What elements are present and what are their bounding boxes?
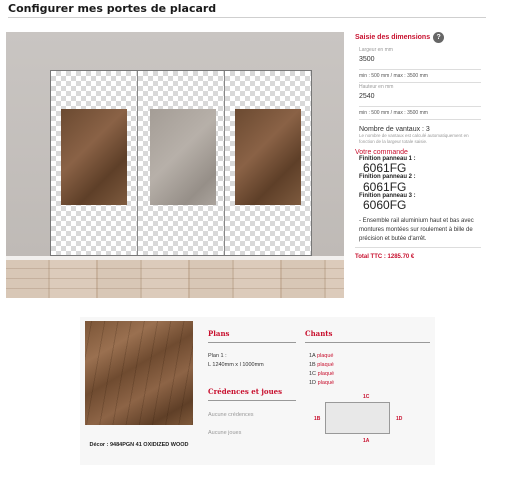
- decor-swatch-image: [85, 321, 193, 425]
- chant-1d: [309, 380, 334, 386]
- finition-1-label: Finition panneau 1 :: [359, 155, 416, 162]
- joues-value: Aucune joues: [208, 430, 242, 436]
- order-heading: Votre commande: [355, 148, 408, 156]
- plans-heading: Plans: [208, 329, 230, 338]
- finition-2-label: Finition panneau 2 :: [359, 174, 416, 181]
- chant-1b-code: 1B: [309, 362, 316, 368]
- page-title: Configurer mes portes de placard: [8, 2, 217, 15]
- order-total: Total TTC : 1285.70 €: [355, 254, 415, 261]
- question-icon[interactable]: ?: [433, 32, 444, 43]
- panel-count-note: Le nombre de vantaux est calculé automatiquement en fonction de la largeur totale saisie.: [359, 133, 469, 144]
- door-3-panel: [235, 109, 301, 205]
- credences-value: Aucune crédences: [208, 412, 254, 418]
- dimensions-heading: [355, 32, 481, 43]
- chant-1a-code: 1A: [309, 353, 316, 359]
- edge-top-label: 1C: [363, 394, 370, 400]
- closet-frame: [50, 70, 312, 256]
- width-label: Largeur en mm: [359, 47, 393, 53]
- chants-heading: Chants: [305, 329, 333, 338]
- chant-1b-status: plaqué: [317, 362, 334, 368]
- decor-caption: Décor : 9484PGN 41 OXIDIZED WOOD: [89, 442, 189, 448]
- edge-bottom-label: 1A: [363, 438, 370, 444]
- door-2[interactable]: [138, 71, 225, 255]
- door-2-panel: [150, 109, 216, 205]
- credences-divider: [208, 400, 296, 401]
- chant-1a: [309, 353, 334, 359]
- chant-1d-status: plaqué: [317, 380, 335, 386]
- finition-3-code: 6060FG: [363, 198, 407, 213]
- credences-heading: Crédences et joues: [208, 387, 283, 396]
- panel-count: Nombre de vantaux : 3: [359, 126, 430, 133]
- width-hint: min : 500 mm / max : 3500 mm: [359, 73, 481, 83]
- door-3[interactable]: [225, 71, 311, 255]
- chant-1c: [309, 371, 334, 377]
- title-divider: [8, 17, 486, 18]
- height-input[interactable]: 2540: [359, 93, 481, 107]
- chant-1b: [309, 362, 334, 368]
- wood-floor: [6, 260, 344, 298]
- height-hint: min : 500 mm / max : 3500 mm: [359, 110, 481, 120]
- chant-1a-status: plaqué: [316, 353, 334, 359]
- finition-2-code: 6061FG: [363, 179, 407, 194]
- closet-preview: [6, 32, 344, 298]
- edge-banding-diagram: [325, 402, 390, 434]
- plan-1-label: Plan 1 :: [208, 353, 227, 359]
- chant-1c-code: 1C: [309, 371, 317, 377]
- plan-1-dimensions: L 1240mm x l 1000mm: [208, 362, 264, 368]
- height-label: Hauteur en mm: [359, 84, 394, 90]
- door-1[interactable]: [51, 71, 138, 255]
- finition-3-label: Finition panneau 3 :: [359, 192, 416, 199]
- chant-1d-code: 1D: [309, 380, 317, 386]
- chant-1c-status: plaqué: [317, 371, 335, 377]
- door-1-panel: [61, 109, 127, 205]
- edge-left-label: 1B: [314, 416, 321, 422]
- total-divider: [355, 247, 481, 248]
- finition-1-code: 6061FG: [363, 161, 407, 176]
- width-input[interactable]: 3500: [359, 56, 481, 70]
- configuration-panel: [355, 32, 481, 260]
- order-description: - Ensemble rail aluminium haut et bas avec montures montées sur roulement à bille de précision et butée d'arrêt.: [359, 218, 474, 243]
- edge-right-label: 1D: [396, 416, 403, 422]
- chants-divider: [305, 342, 430, 343]
- dimensions-heading-label: Saisie des dimensions: [355, 34, 431, 41]
- plans-divider: [208, 342, 296, 343]
- decor-detail-card: [80, 317, 435, 465]
